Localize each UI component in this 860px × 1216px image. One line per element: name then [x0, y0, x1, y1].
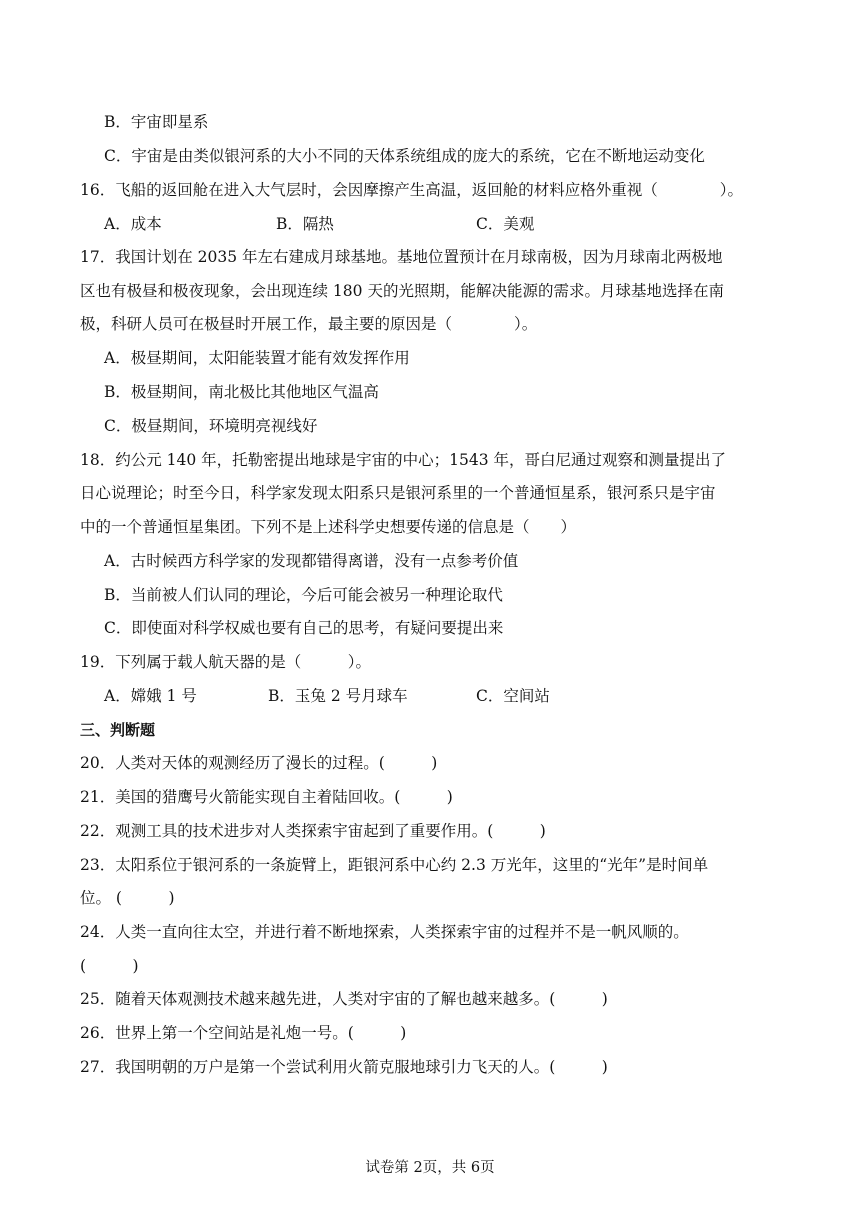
q19-text: 19．下列属于载人航天器的是（ ）。	[80, 653, 371, 671]
q16-option-a: A．成本	[104, 215, 162, 233]
q15-option-c: C．宇宙是由类似银河系的大小不同的天体系统组成的庞大的系统，它在不断地运动变化	[104, 147, 705, 165]
q17-line-1: 17．我国计划在 2035 年左右建成月球基地。基地位置预计在月球南极，因为月球南北两极地	[80, 248, 723, 266]
q23-line-1: 23．太阳系位于银河系的一条旋臂上，距银河系中心约 2.3 万光年，这里的“光年”是时间单	[80, 856, 709, 874]
q18-option-b: B．当前被人们认同的理论，今后可能会被另一种理论取代	[104, 586, 503, 604]
q15-option-b: B．宇宙即星系	[104, 113, 209, 131]
q27-text: 27．我国明朝的万户是第一个尝试利用火箭克服地球引力飞天的人。( )	[80, 1058, 608, 1076]
q18-option-c: C．即使面对科学权威也要有自己的思考，有疑问要提出来	[104, 619, 504, 637]
q25-text: 25．随着天体观测技术越来越先进，人类对宇宙的了解也越来越多。( )	[80, 990, 608, 1008]
q17-option-a: A．极昼期间，太阳能装置才能有效发挥作用	[104, 349, 410, 367]
q18-line-2: 日心说理论；时至今日，科学家发现太阳系只是银河系里的一个普通恒星系，银河系只是宇宙	[80, 484, 716, 502]
q21-text: 21．美国的猎鹰号火箭能实现自主着陆回收。( )	[80, 788, 453, 806]
q17-option-b: B．极昼期间，南北极比其他地区气温高	[104, 383, 379, 401]
q18-line-3: 中的一个普通恒星集团。下列不是上述科学史想要传递的信息是（ ）	[80, 518, 577, 536]
q17-line-2: 区也有极昼和极夜现象，会出现连续 180 天的光照期，能解决能源的需求。月球基地选择在南	[80, 282, 724, 300]
q19-option-a: A．嫦娥 1 号	[104, 687, 197, 705]
q22-text: 22．观测工具的技术进步对人类探索宇宙起到了重要作用。( )	[80, 822, 546, 840]
q24-line-1: 24．人类一直向往太空，并进行着不断地探索，人类探索宇宙的过程并不是一帆风顺的。	[80, 923, 689, 941]
q16-option-b: B．隔热	[276, 215, 334, 233]
q18-option-a: A．古时候西方科学家的发现都错得离谱，没有一点参考价值	[104, 552, 519, 570]
q17-option-c: C．极昼期间，环境明亮视线好	[104, 417, 318, 435]
q26-text: 26．世界上第一个空间站是礼炮一号。( )	[80, 1024, 407, 1042]
section-title-judgment: 三、判断题	[80, 721, 156, 739]
q17-line-3: 极，科研人员可在极昼时开展工作，最主要的原因是（ ）。	[80, 315, 538, 333]
q19-option-b: B．玉兔 2 号月球车	[268, 687, 408, 705]
q19-option-c: C．空间站	[476, 687, 550, 705]
q16-option-c: C．美观	[476, 215, 535, 233]
q24-line-2: ( )	[80, 957, 139, 975]
q23-line-2: 位。 ( )	[80, 889, 175, 907]
q20-text: 20．人类对天体的观测经历了漫长的过程。( )	[80, 754, 438, 772]
page-footer: 试卷第 2页，共 6页	[365, 1160, 495, 1176]
q18-line-1: 18．约公元 140 年，托勒密提出地球是宇宙的中心；1543 年，哥白尼通过观察和测量提出了	[80, 451, 727, 469]
q16-text: 16．飞船的返回舱在进入大气层时，会因摩擦产生高温，返回舱的材料应格外重视（ ）。	[80, 181, 743, 199]
